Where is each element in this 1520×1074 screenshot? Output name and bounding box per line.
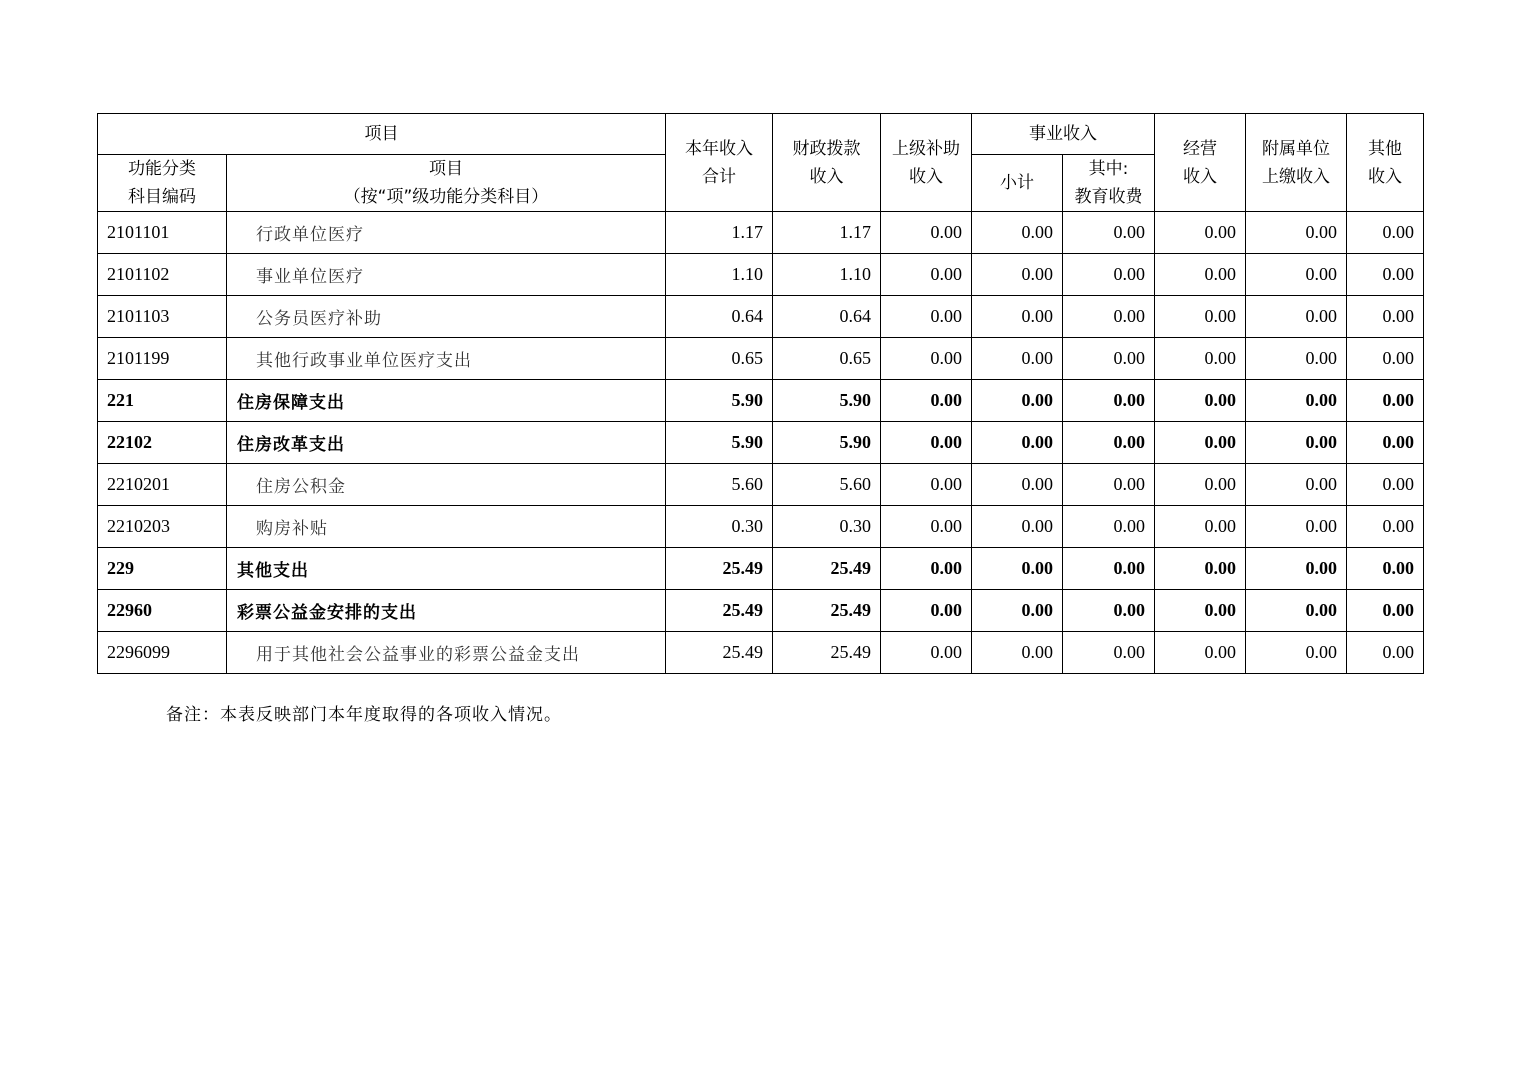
cell-other: 0.00	[1347, 380, 1424, 422]
cell-operating: 0.00	[1155, 254, 1246, 296]
cell-operating: 0.00	[1155, 422, 1246, 464]
cell-name: 用于其他社会公益事业的彩票公益金支出	[227, 632, 666, 674]
cell-total: 0.64	[666, 296, 773, 338]
cell-superior: 0.00	[881, 212, 972, 254]
header-subtotal: 小计	[972, 155, 1063, 212]
cell-total: 0.30	[666, 506, 773, 548]
cell-code: 229	[98, 548, 227, 590]
table-row	[98, 590, 1424, 632]
header-total-income: 本年收入 合计	[666, 114, 773, 212]
cell-superior: 0.00	[881, 338, 972, 380]
cell-fiscal: 0.65	[773, 338, 881, 380]
cell-affiliate: 0.00	[1246, 464, 1347, 506]
cell-total: 5.90	[666, 422, 773, 464]
header-project: 项目	[98, 114, 666, 155]
cell-other: 0.00	[1347, 590, 1424, 632]
cell-operating: 0.00	[1155, 296, 1246, 338]
cell-code: 2101199	[98, 338, 227, 380]
header-superior-subsidy: 上级补助 收入	[881, 114, 972, 212]
cell-affiliate: 0.00	[1246, 590, 1347, 632]
cell-name: 住房保障支出	[227, 380, 666, 422]
cell-name: 住房公积金	[227, 464, 666, 506]
cell-fiscal: 1.10	[773, 254, 881, 296]
cell-total: 1.17	[666, 212, 773, 254]
cell-other: 0.00	[1347, 338, 1424, 380]
cell-total: 25.49	[666, 632, 773, 674]
cell-other: 0.00	[1347, 422, 1424, 464]
cell-fiscal: 5.90	[773, 380, 881, 422]
cell-total: 1.10	[666, 254, 773, 296]
header-item-name: 项目 （按“项”级功能分类科目）	[227, 155, 666, 212]
cell-other: 0.00	[1347, 506, 1424, 548]
cell-other: 0.00	[1347, 548, 1424, 590]
cell-edu: 0.00	[1063, 338, 1155, 380]
cell-edu: 0.00	[1063, 212, 1155, 254]
cell-code: 2101102	[98, 254, 227, 296]
table-row	[98, 632, 1424, 674]
cell-subtotal: 0.00	[972, 590, 1063, 632]
cell-subtotal: 0.00	[972, 464, 1063, 506]
table-row	[98, 464, 1424, 506]
cell-affiliate: 0.00	[1246, 380, 1347, 422]
cell-superior: 0.00	[881, 254, 972, 296]
cell-name: 住房改革支出	[227, 422, 666, 464]
cell-name: 事业单位医疗	[227, 254, 666, 296]
cell-code: 2210203	[98, 506, 227, 548]
cell-code: 221	[98, 380, 227, 422]
cell-subtotal: 0.00	[972, 506, 1063, 548]
cell-fiscal: 25.49	[773, 548, 881, 590]
header-other-income: 其他 收入	[1347, 114, 1424, 212]
cell-operating: 0.00	[1155, 506, 1246, 548]
table-row	[98, 296, 1424, 338]
cell-name: 行政单位医疗	[227, 212, 666, 254]
cell-fiscal: 5.60	[773, 464, 881, 506]
cell-operating: 0.00	[1155, 338, 1246, 380]
table-header	[98, 114, 1424, 212]
cell-subtotal: 0.00	[972, 632, 1063, 674]
cell-code: 2210201	[98, 464, 227, 506]
cell-operating: 0.00	[1155, 590, 1246, 632]
cell-operating: 0.00	[1155, 380, 1246, 422]
cell-edu: 0.00	[1063, 422, 1155, 464]
header-business-income: 事业收入	[972, 114, 1155, 155]
table-row	[98, 212, 1424, 254]
table-note: 备注：本表反映部门本年度取得的各项收入情况。	[166, 705, 562, 725]
cell-name: 公务员医疗补助	[227, 296, 666, 338]
cell-total: 5.60	[666, 464, 773, 506]
cell-superior: 0.00	[881, 590, 972, 632]
cell-code: 22960	[98, 590, 227, 632]
cell-name: 彩票公益金安排的支出	[227, 590, 666, 632]
cell-fiscal: 25.49	[773, 632, 881, 674]
table-row	[98, 380, 1424, 422]
cell-other: 0.00	[1347, 212, 1424, 254]
cell-edu: 0.00	[1063, 296, 1155, 338]
header-affiliate-income: 附属单位 上缴收入	[1246, 114, 1347, 212]
cell-subtotal: 0.00	[972, 422, 1063, 464]
cell-other: 0.00	[1347, 632, 1424, 674]
cell-total: 25.49	[666, 590, 773, 632]
cell-total: 5.90	[666, 380, 773, 422]
cell-fiscal: 5.90	[773, 422, 881, 464]
table-body	[98, 212, 1424, 674]
cell-subtotal: 0.00	[972, 296, 1063, 338]
cell-affiliate: 0.00	[1246, 506, 1347, 548]
cell-superior: 0.00	[881, 548, 972, 590]
cell-code: 2296099	[98, 632, 227, 674]
header-education-fee: 其中: 教育收费	[1063, 155, 1155, 212]
table-row	[98, 338, 1424, 380]
income-table-container	[97, 113, 1423, 674]
cell-superior: 0.00	[881, 380, 972, 422]
cell-fiscal: 0.64	[773, 296, 881, 338]
header-function-code: 功能分类 科目编码	[98, 155, 227, 212]
cell-superior: 0.00	[881, 422, 972, 464]
cell-edu: 0.00	[1063, 506, 1155, 548]
cell-name: 其他支出	[227, 548, 666, 590]
cell-fiscal: 1.17	[773, 212, 881, 254]
cell-edu: 0.00	[1063, 632, 1155, 674]
cell-fiscal: 0.30	[773, 506, 881, 548]
cell-code: 2101101	[98, 212, 227, 254]
cell-subtotal: 0.00	[972, 380, 1063, 422]
cell-subtotal: 0.00	[972, 338, 1063, 380]
cell-edu: 0.00	[1063, 548, 1155, 590]
cell-affiliate: 0.00	[1246, 212, 1347, 254]
cell-superior: 0.00	[881, 632, 972, 674]
cell-total: 25.49	[666, 548, 773, 590]
cell-subtotal: 0.00	[972, 548, 1063, 590]
header-fiscal-appropriation: 财政拨款 收入	[773, 114, 881, 212]
table-row	[98, 422, 1424, 464]
cell-edu: 0.00	[1063, 464, 1155, 506]
cell-operating: 0.00	[1155, 212, 1246, 254]
cell-operating: 0.00	[1155, 632, 1246, 674]
cell-code: 2101103	[98, 296, 227, 338]
cell-affiliate: 0.00	[1246, 632, 1347, 674]
cell-superior: 0.00	[881, 506, 972, 548]
table-row	[98, 506, 1424, 548]
cell-name: 其他行政事业单位医疗支出	[227, 338, 666, 380]
cell-other: 0.00	[1347, 296, 1424, 338]
cell-superior: 0.00	[881, 464, 972, 506]
cell-operating: 0.00	[1155, 464, 1246, 506]
cell-affiliate: 0.00	[1246, 548, 1347, 590]
cell-fiscal: 25.49	[773, 590, 881, 632]
cell-name: 购房补贴	[227, 506, 666, 548]
cell-subtotal: 0.00	[972, 254, 1063, 296]
cell-operating: 0.00	[1155, 548, 1246, 590]
table-row	[98, 254, 1424, 296]
cell-affiliate: 0.00	[1246, 338, 1347, 380]
cell-subtotal: 0.00	[972, 212, 1063, 254]
header-operating-income: 经营 收入	[1155, 114, 1246, 212]
cell-superior: 0.00	[881, 296, 972, 338]
cell-affiliate: 0.00	[1246, 422, 1347, 464]
cell-edu: 0.00	[1063, 254, 1155, 296]
table-row	[98, 548, 1424, 590]
cell-total: 0.65	[666, 338, 773, 380]
cell-affiliate: 0.00	[1246, 296, 1347, 338]
cell-other: 0.00	[1347, 254, 1424, 296]
cell-affiliate: 0.00	[1246, 254, 1347, 296]
cell-other: 0.00	[1347, 464, 1424, 506]
cell-edu: 0.00	[1063, 590, 1155, 632]
cell-code: 22102	[98, 422, 227, 464]
cell-edu: 0.00	[1063, 380, 1155, 422]
income-table	[97, 113, 1424, 674]
